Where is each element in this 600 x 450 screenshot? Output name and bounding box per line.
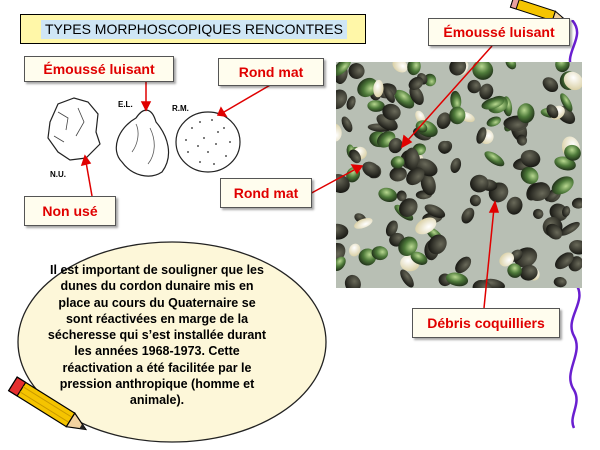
label-rond-mat-photo: Rond mat — [220, 178, 312, 208]
label-emousse-luisant-left: Émoussé luisant — [24, 56, 174, 82]
code-nu: N.U. — [50, 170, 66, 179]
page-title: TYPES MORPHOSCOPIQUES RENCONTRES — [41, 20, 347, 39]
label-emousse-luisant-right: Émoussé luisant — [428, 18, 570, 46]
code-rm: R.M. — [172, 104, 189, 113]
label-non-use: Non usé — [24, 196, 116, 226]
pencil-icon-bottom — [0, 372, 96, 442]
label-debris-coquilliers: Débris coquilliers — [412, 308, 560, 338]
label-rond-mat-top: Rond mat — [218, 58, 324, 86]
info-paragraph: Il est important de souligner que les dunes du cordon dunaire mis en place au cours du Quaternaire se sont réactivées en marge de la sécheresse qui s’est installée durant les années 1968-1973. Cette réactivation a été facilitée par le pression anthropique (homme et animale). — [47, 263, 267, 408]
code-el: E.L. — [118, 100, 133, 109]
